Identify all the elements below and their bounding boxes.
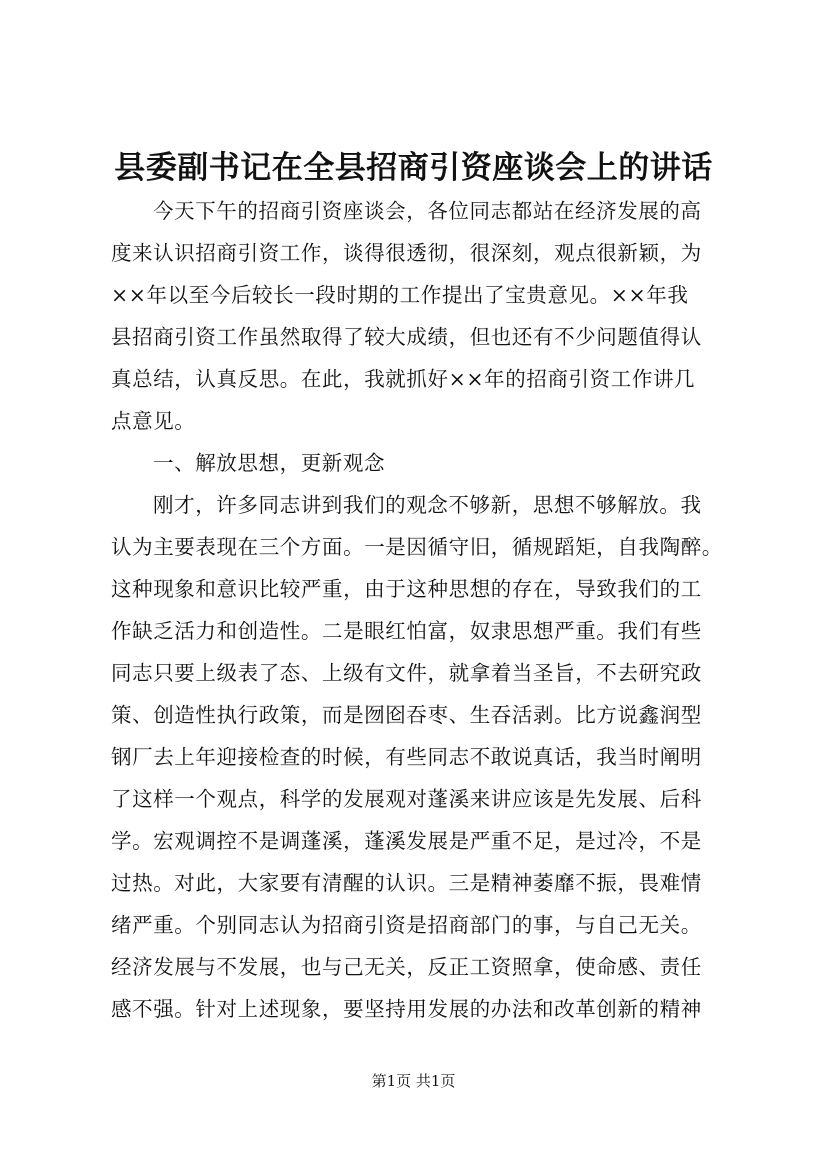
- section-heading: 一、解放思想，更新观念: [153, 451, 386, 475]
- paragraph-line: ××年以至今后较长一段时期的工作提出了宝贵意见。××年我: [111, 283, 689, 307]
- paragraph-line: 度来认识招商引资工作，谈得很透彻，很深刻，观点很新颖，为: [111, 241, 702, 265]
- paragraph-line: 真总结，认真反思。在此，我就抓好××年的招商引资工作讲几: [111, 367, 696, 391]
- paragraph-line: 了这样一个观点，科学的发展观对蓬溪来讲应该是先发展、后科: [111, 787, 702, 811]
- paragraph-line: 今天下午的招商引资座谈会，各位同志都站在经济发展的高: [153, 199, 702, 223]
- paragraph-line: 认为主要表现在三个方面。一是因循守旧，循规蹈矩，自我陶醉。: [111, 535, 723, 559]
- paragraph-line: 感不强。针对上述现象，要坚持用发展的办法和改革创新的精神: [111, 997, 702, 1021]
- document-title: 县委副书记在全县招商引资座谈会上的讲话: [114, 150, 713, 186]
- paragraph-line: 这种现象和意识比较严重，由于这种思想的存在，导致我们的工: [111, 577, 702, 601]
- paragraph-line: 经济发展与不发展，也与己无关，反正工资照拿，使命感、责任: [111, 955, 702, 979]
- paragraph-line: 刚才，许多同志讲到我们的观念不够新，思想不够解放。我: [153, 493, 702, 517]
- page-number: 第1页 共1页: [371, 1072, 456, 1090]
- paragraph-line: 点意见。: [111, 409, 196, 433]
- paragraph-line: 县招商引资工作虽然取得了较大成绩，但也还有不少问题值得认: [111, 325, 702, 349]
- paragraph-line: 过热。对此，大家要有清醒的认识。三是精神萎靡不振，畏难情: [111, 871, 702, 895]
- paragraph-line: 作缺乏活力和创造性。二是眼红怕富，奴隶思想严重。我们有些: [111, 619, 702, 643]
- paragraph-line: 钢厂去上年迎接检查的时候，有些同志不敢说真话，我当时阐明: [111, 745, 702, 769]
- paragraph-line: 绪严重。个别同志认为招商引资是招商部门的事，与自己无关。: [111, 913, 702, 937]
- paragraph-line: 学。宏观调控不是调蓬溪，蓬溪发展是严重不足，是过冷，不是: [111, 829, 702, 853]
- paragraph-line: 同志只要上级表了态、上级有文件，就拿着当圣旨，不去研究政: [111, 661, 702, 685]
- paragraph-line: 策、创造性执行政策，而是囫囵吞枣、生吞活剥。比方说鑫润型: [111, 703, 702, 727]
- document-body: [111, 190, 741, 1030]
